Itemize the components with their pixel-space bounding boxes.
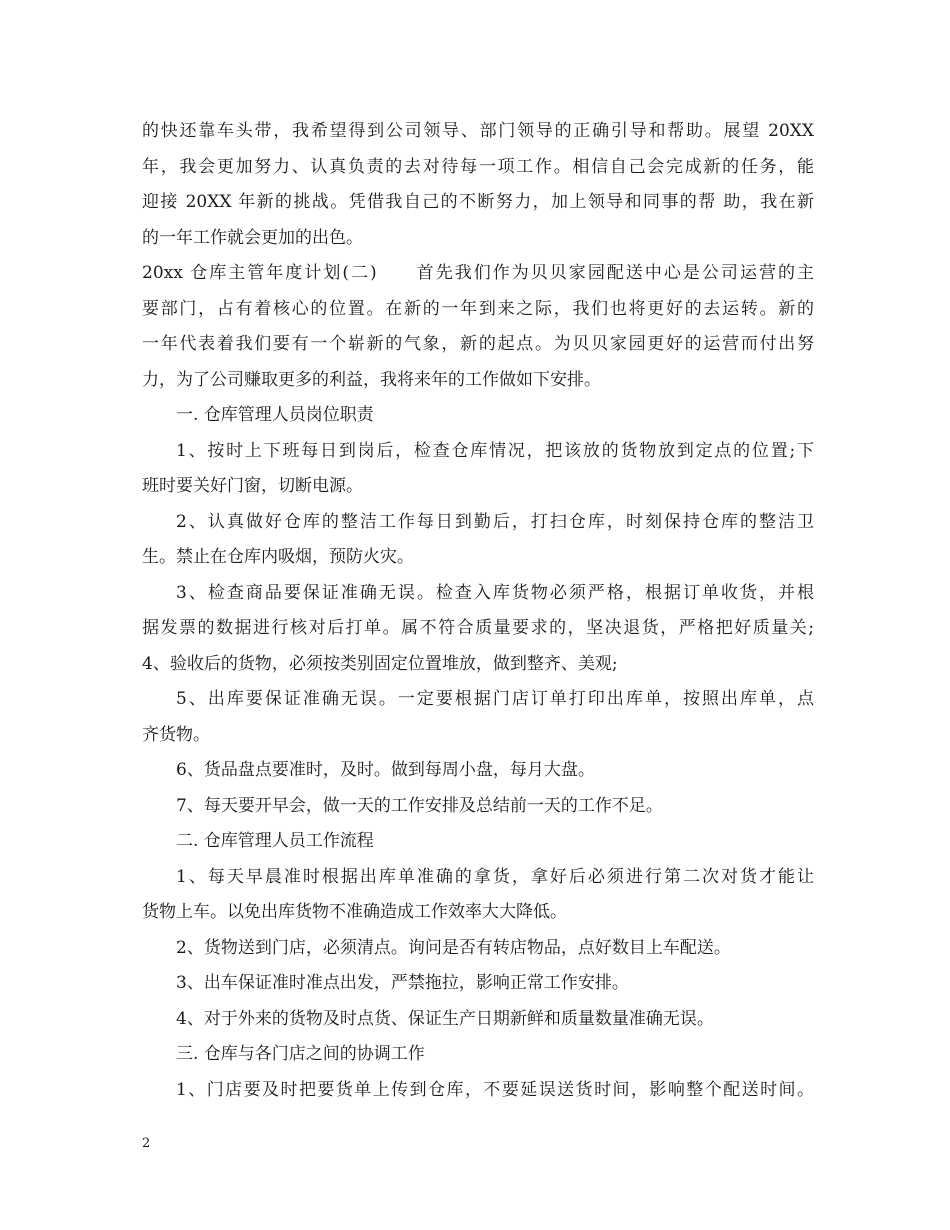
list-item-continuation: 班时要关好门窗，切断电源。 (142, 476, 363, 496)
text-line: 一年代表着我们要有一个崭新的气象，新的起点。为贝贝家园更好的运营而付出努 (142, 334, 814, 354)
list-item: 4、对于外来的货物及时点货、保证生产日期新鲜和质量数量准确无误。 (176, 1008, 714, 1029)
text-line: 要部门，占有着核心的位置。在新的一年到来之际，我们也将更好的去运转。新的 (142, 298, 814, 319)
list-item-continuation: 生。禁止在仓库内吸烟，预防火灾。 (142, 547, 414, 567)
list-item: 1、按时上下班每日到岗后，检查仓库情况，把该放的货物放到定点的位置;下 (176, 440, 814, 461)
list-item-continuation: 据发票的数据进行核对后打单。属不符合质量要求的，坚决退货，严格把好质量关; (142, 618, 814, 638)
section-heading: 一. 仓库管理人员岗位职责 (176, 405, 374, 425)
list-item: 5、出库要保证准确无误。一定要根据门店订单打印出库单，按照出库单，点 (176, 689, 814, 709)
list-item: 2、货物送到门店，必须清点。询问是否有转店物品，点好数目上车配送。 (176, 937, 731, 958)
list-item: 3、检查商品要保证准确无误。检查入库货物必须严格，根据订单收货，并根 (176, 582, 814, 603)
text-line: 的一年工作就会更加的出色。 (142, 227, 363, 248)
list-item: 2、认真做好仓库的整洁工作每日到勤后，打扫仓库，时刻保持仓库的整洁卫 (176, 511, 814, 532)
list-item-continuation: 货物上车。以免出库货物不准确造成工作效率大大降低。 (142, 902, 567, 922)
list-item-continuation: 齐货物。 (142, 724, 210, 745)
text-line: 迎接 20XX 年新的挑战。凭借我自己的不断努力，加上领导和同事的帮 助，我在新 (142, 192, 814, 212)
list-item: 4、验收后的货物，必须按类别固定位置堆放，做到整齐、美观; (142, 653, 618, 674)
section-heading: 三. 仓库与各门店之间的协调工作 (176, 1044, 425, 1064)
list-item: 7、每天要开早会，做一天的工作安排及总结前一天的工作不足。 (176, 795, 663, 816)
text-line: 力，为了公司赚取更多的利益，我将来年的工作做如下安排。 (142, 369, 601, 390)
section-heading: 二. 仓库管理人员工作流程 (176, 831, 374, 851)
list-item: 1、每天早晨准时根据出库单准确的拿货，拿好后必须进行第二次对货才能让 (176, 866, 814, 887)
document-body (142, 114, 814, 1108)
list-item: 3、出车保证准时准点出发，严禁拖拉，影响正常工作安排。 (176, 973, 629, 993)
section-heading-line: 20xx 仓库主管年度计划(二) 首先我们作为贝贝家园配送中心是公司运营的主 (142, 263, 814, 283)
list-item: 1、门店要及时把要货单上传到仓库，不要延误送货时间，影响整个配送时间。 (176, 1079, 814, 1100)
text-line: 的快还靠车头带，我希望得到公司领导、部门领导的正确引导和帮助。展望 20XX (142, 121, 814, 141)
list-item: 6、货品盘点要准时，及时。做到每周小盘，每月大盘。 (176, 760, 595, 780)
text-line: 年，我会更加努力、认真负责的去对待每一项工作。相信自己会完成新的任务，能 (142, 156, 814, 177)
page-number: 2 (142, 1136, 151, 1151)
